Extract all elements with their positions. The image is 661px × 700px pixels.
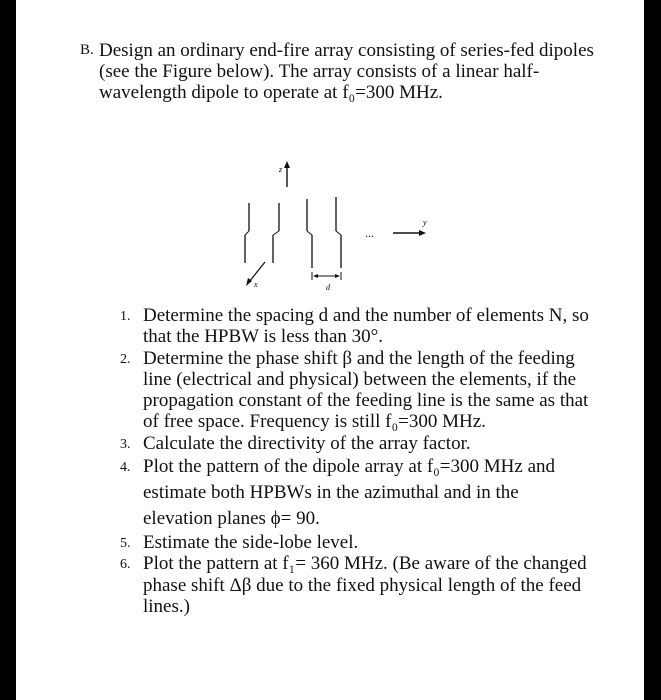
question-text: Design an ordinary end-fire array consisting of series-fed dipoles (see the Figure below). The array consists of a linear half-wavelength dipole to operate at f₀=300 MHz. bbox=[99, 40, 594, 103]
task-text: Plot the pattern of the dipole array at f₀=300 MHz and estimate both HPBWs in the azimuthal and in the elevation planes ϕ= 90. bbox=[143, 456, 555, 530]
z-axis-arrowhead bbox=[284, 161, 290, 168]
task-text: Calculate the directivity of the array factor. bbox=[143, 432, 471, 454]
spacing-label: d bbox=[326, 283, 330, 292]
x-axis-arrow bbox=[249, 262, 265, 282]
dipole-element-3 bbox=[307, 199, 312, 268]
task-item-6 bbox=[120, 553, 590, 617]
dipole-element-1 bbox=[245, 203, 249, 263]
task-list bbox=[120, 305, 590, 617]
task-number: 3. bbox=[120, 436, 131, 452]
task-number: 1. bbox=[120, 309, 131, 324]
task-number: 6. bbox=[120, 557, 131, 573]
task-item-2 bbox=[120, 348, 590, 433]
task-text: Estimate the side-lobe level. bbox=[143, 532, 359, 554]
x-axis-label: x bbox=[254, 280, 258, 289]
series-fed-dipole-array-figure bbox=[221, 155, 451, 300]
task-item-3 bbox=[120, 433, 590, 454]
y-axis-arrowhead bbox=[419, 230, 426, 236]
dipole-element-4 bbox=[336, 197, 341, 268]
task-item-1 bbox=[120, 305, 590, 348]
task-number: 5. bbox=[120, 536, 131, 552]
task-number: 4. bbox=[120, 460, 131, 476]
array-ellipsis: ... bbox=[365, 226, 374, 240]
task-text: Determine the spacing d and the number of elements N, so that the HPBW is less than 30°. bbox=[143, 305, 589, 348]
dipole-element-2 bbox=[273, 203, 279, 263]
z-axis-label: z bbox=[279, 165, 283, 174]
spacing-dimension bbox=[312, 272, 341, 280]
task-item-5 bbox=[120, 532, 590, 553]
task-item-4 bbox=[120, 454, 590, 532]
y-axis-label: y bbox=[423, 218, 427, 227]
task-number: 2. bbox=[120, 351, 131, 367]
question-label: B. bbox=[80, 42, 94, 58]
task-text: Plot the pattern at f₁= 360 MHz. (Be aware of the changed phase shift Δβ due to the fixed physical length of the feed lines.) bbox=[143, 553, 587, 617]
question-header bbox=[80, 40, 610, 103]
document-page bbox=[16, 0, 644, 700]
task-text: Determine the phase shift β and the length of the feeding line (electrical and physical) between the elements, if the propagation constant of the feeding line is the same as that of free space. Frequency is still f₀=300 MHz. bbox=[143, 347, 589, 433]
